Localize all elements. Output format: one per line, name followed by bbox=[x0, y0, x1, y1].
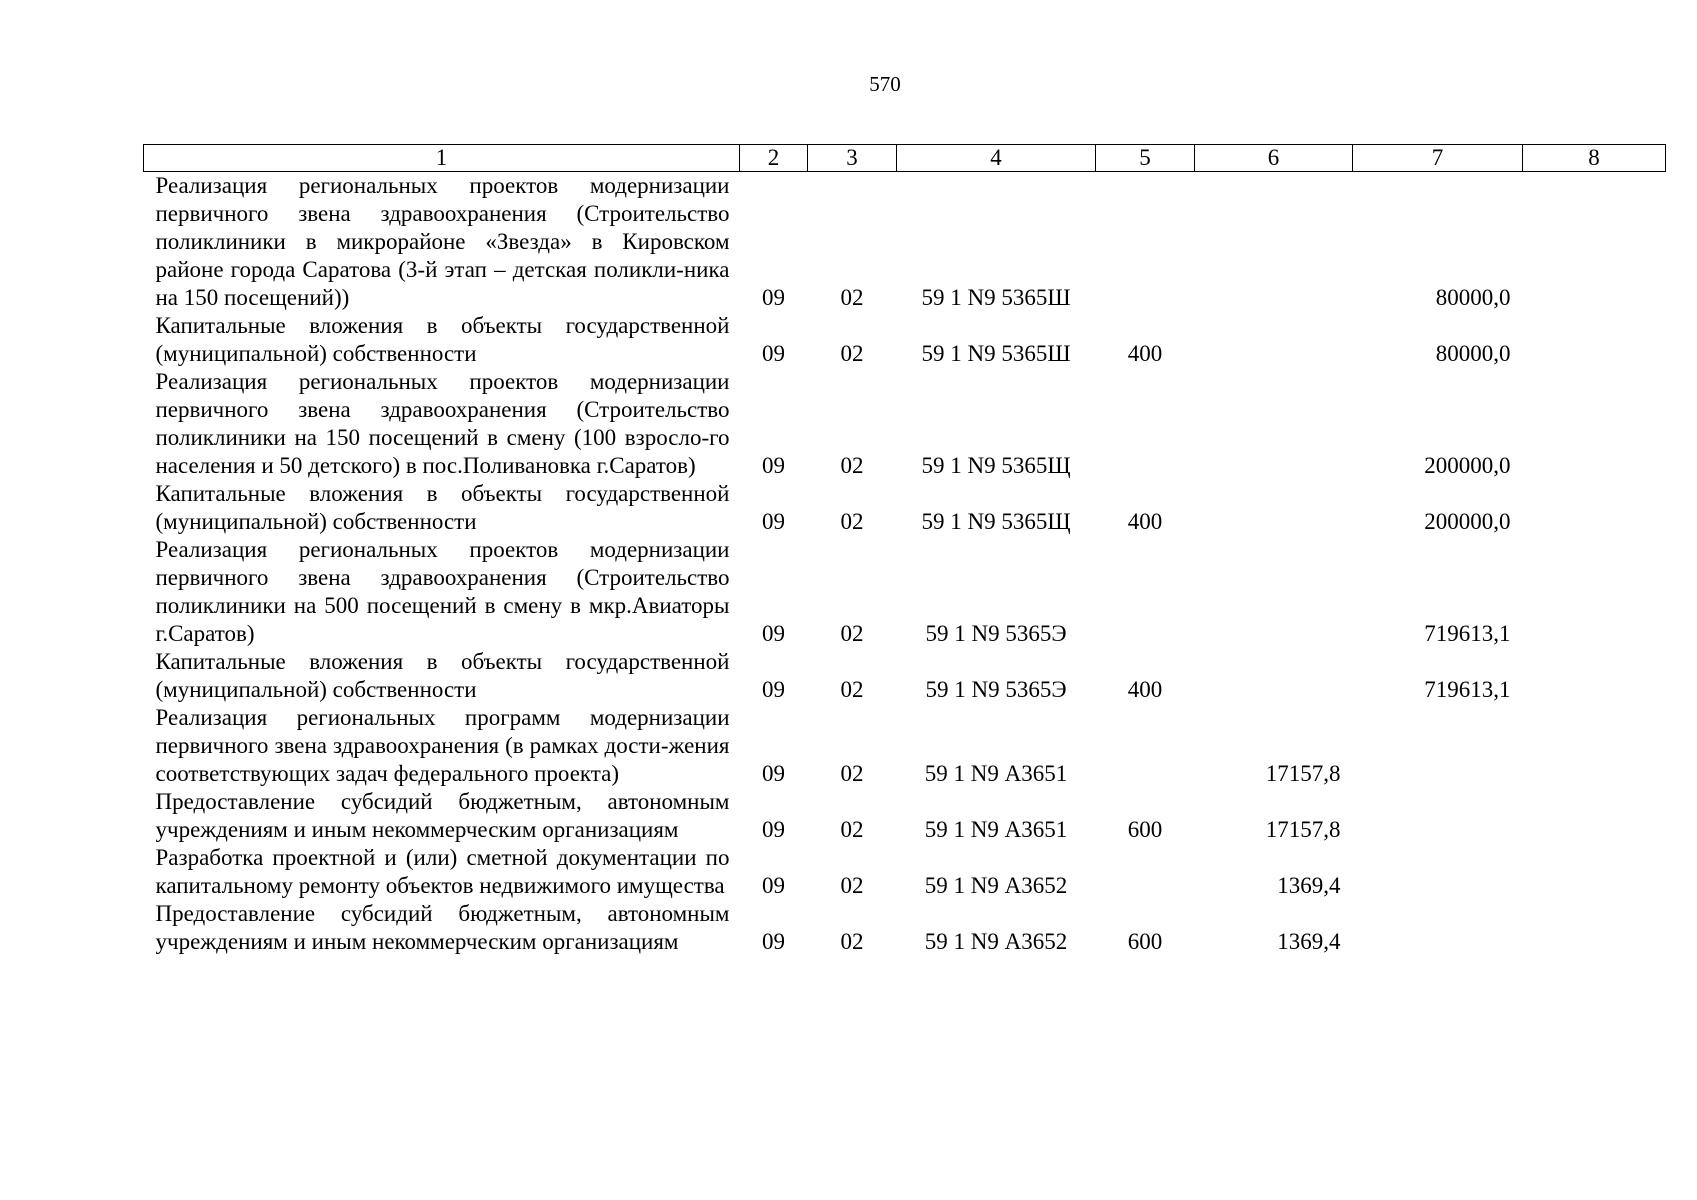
header-col-7: 7 bbox=[1353, 145, 1523, 172]
header-col-2: 2 bbox=[740, 145, 808, 172]
row-subsection: 02 bbox=[840, 761, 864, 786]
row-amount-7: 200000,0 bbox=[1424, 509, 1511, 534]
header-col-3: 3 bbox=[808, 145, 897, 172]
table-row bbox=[144, 900, 1666, 956]
row-target-code: 59 1 N9 А3652 bbox=[924, 929, 1068, 954]
header-col-8: 8 bbox=[1523, 145, 1666, 172]
row-name: Предоставление субсидий бюджетным, автономным учреждениям и иным некоммерческим организациям bbox=[155, 789, 730, 842]
row-amount-8 bbox=[1523, 172, 1666, 313]
header-col-1: 1 bbox=[144, 145, 740, 172]
row-target-code: 59 1 N9 А3652 bbox=[924, 873, 1068, 898]
row-name: Реализация региональных проектов модернизации первичного звена здравоохранения (Строительство поликлиники на 500 посещений в смену в мкр.Авиаторы г.Саратов) bbox=[155, 537, 730, 646]
table-row bbox=[144, 788, 1666, 844]
row-name: Капитальные вложения в объекты государственной (муниципальной) собственности bbox=[155, 481, 730, 534]
row-expense-type bbox=[1096, 368, 1195, 480]
row-amount-8 bbox=[1523, 480, 1666, 536]
row-amount-8 bbox=[1523, 368, 1666, 480]
row-subsection: 02 bbox=[840, 873, 864, 898]
table-row bbox=[144, 368, 1666, 480]
table-row bbox=[144, 704, 1666, 788]
row-subsection: 02 bbox=[840, 453, 864, 478]
row-subsection: 02 bbox=[840, 929, 864, 954]
row-target-code: 59 1 N9 5365Э bbox=[925, 677, 1067, 702]
row-subsection: 02 bbox=[840, 817, 864, 842]
row-amount-8 bbox=[1523, 788, 1666, 844]
row-name: Реализация региональных проектов модернизации первичного звена здравоохранения (Строительство поликлиники в микрорайоне «Звезда» в Кировском районе города Саратова (3-й этап – детская поликли-ника на 150 посещений)) bbox=[155, 173, 730, 310]
row-section: 09 bbox=[762, 621, 785, 646]
row-subsection: 02 bbox=[840, 621, 864, 646]
row-expense-type: 400 bbox=[1127, 677, 1163, 702]
row-expense-type: 600 bbox=[1127, 817, 1163, 842]
header-col-4: 4 bbox=[897, 145, 1096, 172]
row-amount-8 bbox=[1523, 536, 1666, 648]
row-expense-type: 600 bbox=[1127, 929, 1163, 954]
row-section: 09 bbox=[762, 929, 785, 954]
row-amount-7 bbox=[1353, 788, 1523, 844]
row-target-code: 59 1 N9 5365Щ bbox=[921, 509, 1071, 534]
row-target-code: 59 1 N9 5365Ш bbox=[921, 341, 1071, 366]
table-row bbox=[144, 844, 1666, 900]
row-section: 09 bbox=[762, 285, 785, 310]
row-target-code: 59 1 N9 А3651 bbox=[924, 817, 1068, 842]
row-expense-type bbox=[1096, 172, 1195, 313]
budget-table bbox=[143, 144, 1666, 956]
row-expense-type bbox=[1096, 704, 1195, 788]
row-subsection: 02 bbox=[840, 509, 864, 534]
row-section: 09 bbox=[762, 873, 785, 898]
row-section: 09 bbox=[762, 509, 785, 534]
table-row bbox=[144, 312, 1666, 368]
row-amount-6 bbox=[1195, 172, 1353, 313]
row-amount-8 bbox=[1523, 900, 1666, 956]
row-amount-6 bbox=[1195, 648, 1353, 704]
table-row bbox=[144, 648, 1666, 704]
row-name: Предоставление субсидий бюджетным, автономным учреждениям и иным некоммерческим организациям bbox=[155, 901, 730, 954]
row-amount-6: 1369,4 bbox=[1277, 929, 1341, 954]
row-amount-7 bbox=[1353, 704, 1523, 788]
row-target-code: 59 1 N9 5365Щ bbox=[921, 453, 1071, 478]
row-section: 09 bbox=[762, 341, 785, 366]
row-amount-8 bbox=[1523, 312, 1666, 368]
row-amount-7: 200000,0 bbox=[1424, 453, 1511, 478]
row-amount-6: 1369,4 bbox=[1277, 873, 1341, 898]
row-amount-8 bbox=[1523, 648, 1666, 704]
row-target-code: 59 1 N9 5365Ш bbox=[921, 285, 1071, 310]
row-expense-type bbox=[1096, 844, 1195, 900]
row-name: Разработка проектной и (или) сметной документации по капитальному ремонту объектов недвижимого имущества bbox=[155, 845, 730, 898]
row-amount-7: 80000,0 bbox=[1435, 341, 1511, 366]
row-amount-8 bbox=[1523, 844, 1666, 900]
row-subsection: 02 bbox=[840, 677, 864, 702]
row-section: 09 bbox=[762, 817, 785, 842]
row-amount-7 bbox=[1353, 844, 1523, 900]
row-amount-6 bbox=[1195, 312, 1353, 368]
row-target-code: 59 1 N9 А3651 bbox=[924, 761, 1068, 786]
table-row bbox=[144, 172, 1666, 313]
row-amount-8 bbox=[1523, 704, 1666, 788]
row-amount-7 bbox=[1353, 900, 1523, 956]
row-name: Капитальные вложения в объекты государственной (муниципальной) собственности bbox=[155, 313, 730, 366]
header-col-5: 5 bbox=[1096, 145, 1195, 172]
row-subsection: 02 bbox=[840, 285, 864, 310]
row-expense-type: 400 bbox=[1127, 341, 1163, 366]
row-amount-6 bbox=[1195, 368, 1353, 480]
row-section: 09 bbox=[762, 761, 785, 786]
header-row bbox=[144, 145, 1666, 172]
header-col-6: 6 bbox=[1195, 145, 1353, 172]
row-amount-7: 719613,1 bbox=[1424, 677, 1511, 702]
table-row bbox=[144, 536, 1666, 648]
row-amount-6: 17157,8 bbox=[1265, 761, 1341, 786]
row-name: Реализация региональных проектов модернизации первичного звена здравоохранения (Строительство поликлиники на 150 посещений в смену (100 взросло-го населения и 50 детского) в пос.Поливановка г.Саратов) bbox=[155, 369, 730, 478]
row-expense-type: 400 bbox=[1127, 509, 1163, 534]
row-amount-7: 80000,0 bbox=[1435, 285, 1511, 310]
page-number: 570 bbox=[869, 72, 901, 96]
table-row bbox=[144, 480, 1666, 536]
row-amount-6 bbox=[1195, 536, 1353, 648]
row-amount-6 bbox=[1195, 480, 1353, 536]
row-name: Капитальные вложения в объекты государственной (муниципальной) собственности bbox=[155, 649, 730, 702]
row-amount-7: 719613,1 bbox=[1424, 621, 1511, 646]
row-target-code: 59 1 N9 5365Э bbox=[925, 621, 1067, 646]
row-subsection: 02 bbox=[840, 341, 864, 366]
row-amount-6: 17157,8 bbox=[1265, 817, 1341, 842]
row-section: 09 bbox=[762, 453, 785, 478]
row-expense-type bbox=[1096, 536, 1195, 648]
row-section: 09 bbox=[762, 677, 785, 702]
row-name: Реализация региональных программ модернизации первичного звена здравоохранения (в рамках дости-жения соответствующих задач федерального проекта) bbox=[155, 705, 730, 786]
